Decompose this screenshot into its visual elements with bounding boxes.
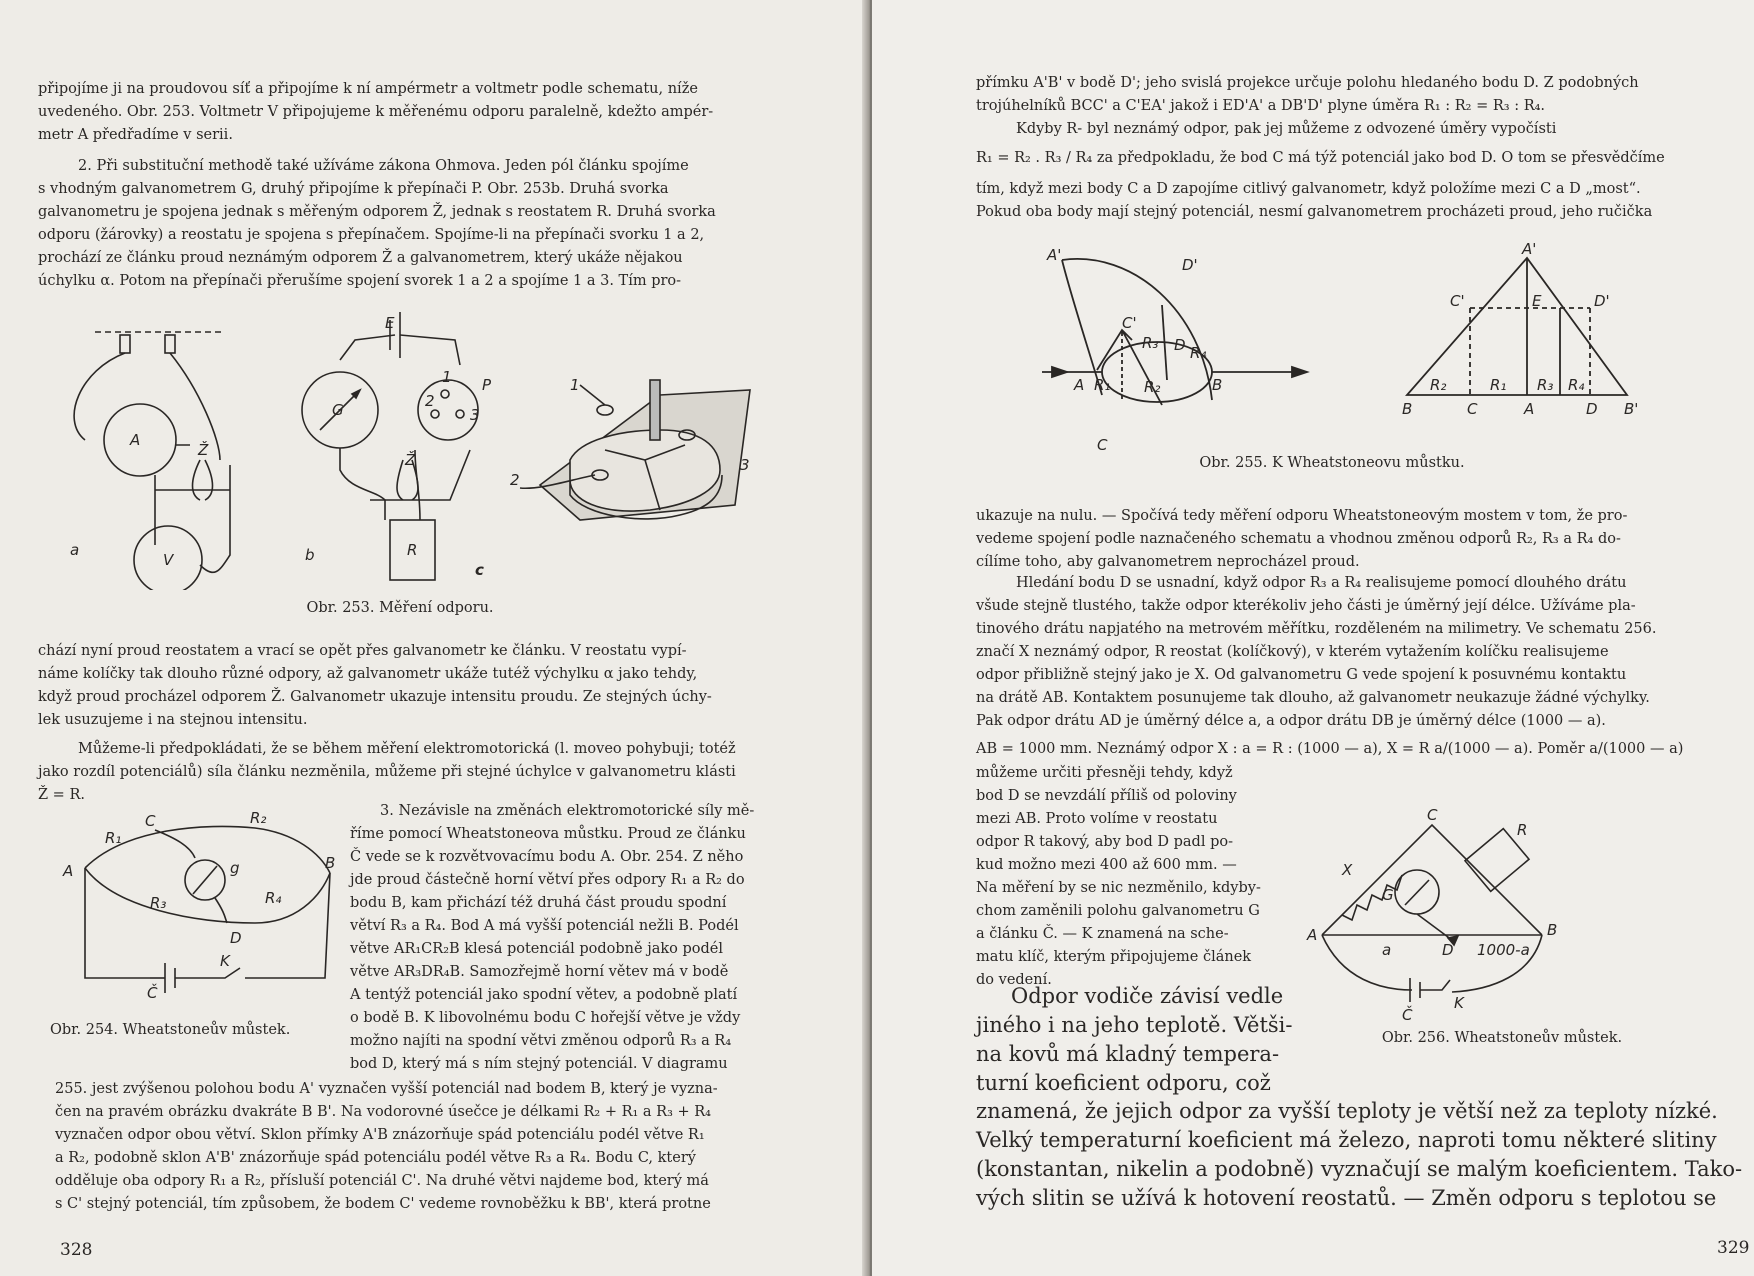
- fig255-label-R3: R₃: [1142, 334, 1159, 352]
- left-para-4: Můžeme-li předpokládati, že se během měření elektromotorická (l. moveo pohybuji; totéž jako rozdíl potenciálů) síla článku nezměnila, můžeme při stejné úchylce v galvanometru klásti Ž = R.: [38, 741, 736, 803]
- fig254-label-A: A: [63, 862, 74, 880]
- fig255-label-C: C: [1097, 436, 1108, 454]
- fig253-label-3: 3: [470, 406, 480, 424]
- fig255-tri-E: E: [1532, 292, 1542, 310]
- fig255-label-B: B: [1212, 376, 1223, 394]
- fig255-caption: Obr. 255. K Wheatstoneovu můstku.: [1199, 455, 1465, 471]
- right-large-text-2: znamená, že jejich odpor za vyšší teploty je větší než za teploty nízké. Velký temperaturní koeficient má železo, naproti tomu některé slitiny (konstantan, nikelin a podobně) vyznačují se malým koeficientem. Tako- vých slitin se užívá k hotovení reostatů. — Změn odporu s teplotou se: [976, 1099, 1743, 1210]
- fig254-label-g: g: [230, 859, 240, 877]
- fig255-tri-R3: R₃: [1537, 376, 1554, 394]
- fig253-label-Z2: Ž: [405, 451, 416, 469]
- fig255-tri-Cp: C': [1450, 292, 1465, 310]
- right-formula-2: AB = 1000 mm. Neznámý odpor X : a = R : (1000 — a), X = R a/(1000 — a). Poměr a/(1000 — a): [976, 741, 1684, 757]
- fig254-label-R2: R₂: [250, 809, 267, 827]
- fig253-label-2: 2: [425, 392, 435, 410]
- fig256-label-a: a: [1382, 941, 1392, 959]
- fig253-c-label-3: 3: [740, 456, 750, 474]
- fig253-c-label-1: 1: [570, 376, 580, 394]
- fig256-label-R: R: [1517, 821, 1528, 839]
- fig256-label-G: G: [1382, 886, 1394, 904]
- fig255-tri-R4: R₄: [1568, 376, 1585, 394]
- fig254-caption: Obr. 254. Wheatstoneův můstek.: [50, 1022, 291, 1038]
- right-page-number: 329: [1717, 1238, 1750, 1258]
- fig253-c-label-2: 2: [510, 471, 520, 489]
- fig254-label-K: K: [220, 952, 230, 970]
- left-para-6: 255. jest zvýšenou polohou bodu A' vyznačen vyšší potenciál nad bodem B, který je vyzna- čen na pravém obrázku dvakráte B B'. Na vodorovné úsečce je délkami R₂ + R₁ a R₃ + R₄ vyznačen odpor obou větví. Sklon přímky A'B znázorňuje spád potenciálu podél větve R₁ a R₂, podobně sklon A'B' znázorňuje spád potenciálu podél větve R₃ a R₄. Bodu C, který odděluje oba odpory R₁ a R₂, přísluší potenciál C'. Na druhé větvi najdeme bod, který má s C' stejný potenciál, tím způsobem, že bodem C' vedeme rovnoběžku k BB', která protne: [55, 1081, 718, 1212]
- fig253-label-c: c: [475, 561, 484, 579]
- left-page: [0, 0, 868, 1276]
- fig255-label-Ap: A': [1047, 246, 1062, 264]
- fig256-label-Cc: Č: [1402, 1006, 1413, 1024]
- right-formula-1: R₁ = R₂ . R₃ / R₄ za předpokladu, že bod C má týž potenciál jako bod D. O tom se přesvědčíme: [976, 150, 1665, 166]
- fig256-caption: Obr. 256. Wheatstoneův můstek.: [1381, 1030, 1623, 1046]
- figure-255: [1012, 240, 1712, 460]
- fig253-caption: Obr. 253. Měření odporu.: [306, 600, 494, 616]
- fig256-label-C: C: [1427, 806, 1438, 824]
- fig256-label-B: B: [1547, 921, 1558, 939]
- fig255-label-R4: R₄: [1190, 344, 1207, 362]
- left-para-5: 3. Nezávisle na změnách elektromotorické síly mě- říme pomocí Wheatstoneova můstku. Proud ze článku Č vede se k rozvětvovacímu bodu A. Obr. 254. Z něho jde proud částečně horní větví přes odpory R₁ a R₂ do bodu B, kam přichází též druhá část proudu spodní větví R₃ a R₄. Bod A má vyšší potenciál nežli B. Podél větve AR₁CR₂B klesá potenciál podobně jako podél větve AR₃DR₄B. Samozřejmě horní větev má v bodě A tentýž potenciál jako spodní větev, a podobně platí o bodě B. K libovolnému bodu C hořejší větve je vždy možno najíti na spodní větvi změnou odporů R₃ a R₄ bod D, který má s ním stejný potenciál. V diagramu: [350, 803, 755, 1072]
- fig255-tri-Bp: B': [1624, 400, 1639, 418]
- fig255-tri-R1: R₁: [1490, 376, 1507, 394]
- figure-254: [55, 808, 345, 1028]
- fig256-label-D: D: [1442, 941, 1454, 959]
- left-para-2: 2. Při substituční methodě také užíváme zákona Ohmova. Jeden pól článku spojíme s vhodným galvanometrem G, druhý připojíme k přepínači P. Obr. 253b. Druhá svorka galvanometru je spojena jednak s měřeným odporem Ž, jednak s reostatem R. Druhá svorka odporu (žárovky) a reostatu je spojena s přepínačem. Spojíme-li na přepínači svorku 1 a 2, prochází ze článku proud neznámým odporem Ž a galvanometrem, který ukáže nějakou úchylku α. Potom na přepínači přerušíme spojení svorek 1 a 2 a spojíme 1 a 3. Tím pro-: [38, 158, 716, 289]
- right-para-3: ukazuje na nulu. — Spočívá tedy měření odporu Wheatstoneovým mostem v tom, že pro- vedeme spojení podle naznačeného schematu a vhodnou změnou odporů R₂, R₃ a R₄ do- cílíme toho, aby galvanometrem neprocházel proud.: [976, 508, 1628, 570]
- fig253-label-E: E: [385, 314, 395, 332]
- right-para-2: tím, když mezi body C a D zapojíme citlivý galvanometr, když položíme mezi C a D „most“. Pokud oba body mají stejný potenciál, nesmí galvanometrem procházeti proud, jeho ručička: [976, 181, 1653, 220]
- fig253-label-a: a: [70, 541, 80, 559]
- fig256-label-K: K: [1454, 994, 1464, 1012]
- fig253-label-b: b: [305, 546, 315, 564]
- fig253-label-P: P: [482, 376, 492, 394]
- fig255-label-Cp: C': [1122, 314, 1137, 332]
- fig255-tri-Dp: D': [1594, 292, 1610, 310]
- right-para-1: přímku A'B' v bodě D'; jeho svislá projekce určuje polohu hledaného bodu D. Z podobných trojúhelníků BCC' a C'EA' jakož i ED'A' a DB'D' plyne úměra R₁ : R₂ = R₃ : R₄. Kdyby R- byl neznámý odpor, pak jej můžeme z odvozené úměry vypočísti: [976, 75, 1639, 137]
- fig255-tri-B: B: [1402, 400, 1413, 418]
- right-para-5: můžeme určiti přesněji tehdy, když bod D se nevzdálí příliš od poloviny mezi AB. Proto volíme v reostatu odpor R takový, aby bod D padl po- kud možno mezi 400 až 600 mm. — Na měření by se nic nezměnilo, kdyby- chom zaměnili polohu galvanometru G a článku Č. — K znamená na sche- matu klíč, kterým připojujeme článek do vedení.: [976, 765, 1261, 988]
- fig253-label-R: R: [407, 541, 418, 559]
- right-para-4: Hledání bodu D se usnadní, když odpor R₃ a R₄ realisujeme pomocí dlouhého drátu všude stejně tlustého, takže odpor kterékoliv jeho části je úměrný její délce. Užíváme pla- tinového drátu napjatého na metrovém měřítku, rozděleném na milimetry. Ve schematu 256. značí X neznámý odpor, R reostat (kolíčkový), v kterém vytažením kolíčku realisujeme odpor přibližně stejný jako je X. Od galvanometru G vede spojení k posuvnému kontaktu na drátě AB. Kontaktem posunujeme tak dlouho, až galvanometr neukazuje žádné výchylky. Pak odpor drátu AD je úměrný délce a, a odpor drátu DB je úměrný délce (1000 — a).: [976, 575, 1657, 729]
- fig254-label-R1: R₁: [105, 829, 122, 847]
- fig254-label-B: B: [325, 854, 336, 872]
- fig253-label-Z: Ž: [198, 441, 209, 459]
- fig253-label-1: 1: [442, 368, 452, 386]
- fig255-tri-Ap: A': [1522, 240, 1537, 258]
- fig253-label-A: A: [130, 431, 141, 449]
- right-page: [872, 0, 1754, 1276]
- fig254-label-C: C: [145, 812, 156, 830]
- fig256-label-A: A: [1307, 926, 1318, 944]
- left-para-3: chází nyní proud reostatem a vrací se opět přes galvanometr ke článku. V reostatu vypí- náme kolíčky tak dlouho různé odpory, až galvanometr ukáže tutéž výchylku α jako tehdy, když proud procházel odporem Ž. Galvanometr ukazuje intensitu proudu. Ze stejných úchy- lek usuzujeme i na stejnou intensitu.: [38, 643, 712, 728]
- fig253-label-V: V: [163, 551, 174, 569]
- fig255-tri-D: D: [1586, 400, 1598, 418]
- fig255-label-R1: R₁: [1094, 376, 1111, 394]
- fig255-label-D: D: [1174, 336, 1186, 354]
- fig254-label-D: D: [230, 929, 242, 947]
- fig255-label-A: A: [1074, 376, 1085, 394]
- fig256-label-X: X: [1342, 861, 1353, 879]
- fig254-label-Cc: Č: [147, 984, 158, 1002]
- right-large-text-1: Odpor vodiče závisí vedle jiného i na jeho teplotě. Větši- na kovů má kladný tempera- turní koeficient odporu, což: [976, 984, 1293, 1095]
- fig255-label-Dp: D': [1182, 256, 1198, 274]
- fig255-tri-R2: R₂: [1430, 376, 1447, 394]
- fig254-label-R3: R₃: [150, 894, 167, 912]
- figure-253: [40, 310, 800, 590]
- left-para-1: připojíme ji na proudovou síť a připojíme k ní ampérmetr a voltmetr podle schematu, níže uvedeného. Obr. 253. Voltmetr V připojujeme k měřenému odporu paralelně, kdežto ampér- metr A předřadíme v serii.: [38, 81, 714, 143]
- fig253-label-G: G: [332, 401, 344, 419]
- left-page-number: 328: [60, 1240, 93, 1260]
- fig254-label-R4: R₄: [265, 889, 282, 907]
- fig256-label-rest: 1000-a: [1477, 941, 1530, 959]
- figure-256: [1302, 780, 1702, 1030]
- fig255-tri-C: C: [1467, 400, 1478, 418]
- fig255-tri-A: A: [1524, 400, 1535, 418]
- fig255-label-R2: R₂: [1144, 378, 1161, 396]
